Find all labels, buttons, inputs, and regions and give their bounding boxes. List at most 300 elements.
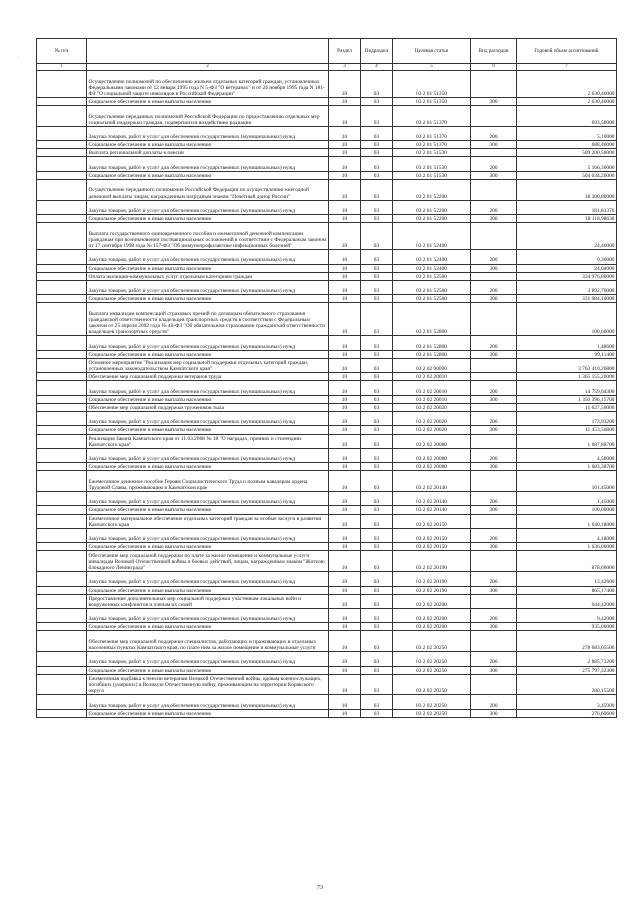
cell-name: Выплата региональной доплаты к пенсии [87,149,329,157]
cell-cs: 03 2 01 52500 [393,295,471,303]
cell-razdel: 10 [329,250,361,264]
cell-cs: 03 2 02 20250 [393,695,471,709]
cell-name: Закупка товаров, работ и услуг для обеспечения государственных (муниципальных) нужд [87,250,329,264]
cell-num [37,381,87,395]
cell-amount: 509 200,50000 [517,149,617,157]
colnum: 6 [471,64,517,71]
table-row [37,528,617,542]
cell-num [37,295,87,303]
cell-amount: 278 683,05500 [517,631,617,652]
cell-name: Социальное обеспечение и иные выплаты населению [87,463,329,471]
cell-cs: 03 2 02 20020 [393,426,471,434]
cell-num [37,492,87,506]
cell-amount: 280,15500 [517,674,617,695]
cell-name: Закупка товаров, работ и услуг для обеспечения государственных (муниципальных) нужд [87,695,329,709]
cell-razdel: 10 [329,350,361,358]
cell-cs: 03 2 02 20150 [393,543,471,551]
cell-podrazdel: 03 [361,631,393,652]
cell-num [37,98,87,106]
cell-num [37,106,87,127]
cell-name: Социальное обеспечение и иные выплаты населению [87,350,329,358]
cell-vr: 200 [471,336,517,350]
table-row [37,551,617,572]
cell-amount: 1 640,18000 [517,514,617,528]
cell-num [37,179,87,200]
cell-num [37,157,87,171]
cell-podrazdel: 03 [361,272,393,280]
cell-amount: 181,81370 [517,200,617,214]
cell-name: Закупка товаров, работ и услуг для обеспечения государственных (муниципальных) нужд [87,126,329,140]
cell-amount: 1 687,88700 [517,434,617,448]
table-row [37,98,617,106]
cell-vr: 300 [471,586,517,594]
table-row [37,106,617,127]
cell-razdel: 10 [329,373,361,381]
cell-amount: 5,10000 [517,126,617,140]
table-header-row [37,39,617,64]
cell-num [37,149,87,157]
cell-cs: 03 2 02 20020 [393,403,471,411]
cell-cs: 03 2 02 20150 [393,528,471,542]
cell-vr: 200 [471,608,517,622]
cell-num [37,586,87,594]
cell-podrazdel: 03 [361,543,393,551]
cell-razdel: 10 [329,695,361,709]
cell-num [37,215,87,223]
cell-razdel: 10 [329,594,361,608]
cell-cs: 03 2 01 51370 [393,126,471,140]
table-row [37,71,617,98]
colnum: 4 [361,64,393,71]
header-amount: Годовой объем ассигнований [517,39,617,64]
cell-amount: 865,17400 [517,586,617,594]
cell-vr [471,272,517,280]
cell-vr: 300 [471,141,517,149]
cell-razdel: 10 [329,303,361,336]
cell-num [37,171,87,179]
table-row [37,631,617,652]
cell-num [37,412,87,426]
cell-amount: 99,11400 [517,350,617,358]
cell-razdel: 10 [329,586,361,594]
cell-razdel: 10 [329,551,361,572]
cell-cs: 03 2 01 52800 [393,336,471,350]
cell-razdel: 10 [329,709,361,717]
cell-vr: 300 [471,543,517,551]
cell-amount: 3 763 410,26800 [517,358,617,372]
cell-razdel: 10 [329,631,361,652]
cell-num [37,674,87,695]
cell-amount: 504 034,20000 [517,171,617,179]
table-row [37,200,617,214]
cell-cs: 03 2 02 00000 [393,358,471,372]
cell-cs: 03 2 01 51530 [393,149,471,157]
cell-name: Предоставление дополнительных мер социальной поддержки участникам локальных войн и вооруженных конфликтов и членам их семей [87,594,329,608]
cell-cs: 03 2 01 52400 [393,264,471,272]
table-row [37,358,617,372]
cell-vr: 300 [471,709,517,717]
cell-cs: 03 2 01 51350 [393,98,471,106]
cell-razdel: 10 [329,272,361,280]
cell-vr: 300 [471,350,517,358]
cell-razdel: 10 [329,543,361,551]
cell-razdel: 10 [329,358,361,372]
table-row [37,223,617,250]
cell-razdel: 10 [329,674,361,695]
cell-vr [471,471,517,492]
cell-cs: 03 2 02 20250 [393,652,471,666]
cell-name: Обеспечение мер социальной поддержки тружеников тыла [87,403,329,411]
cell-amount: 4,18000 [517,528,617,542]
cell-num [37,358,87,372]
cell-name: Закупка товаров, работ и услуг для обеспечения государственных (муниципальных) нужд [87,652,329,666]
table-row [37,492,617,506]
cell-num [37,543,87,551]
table-row [37,272,617,280]
page-number: 73 [317,885,323,891]
cell-podrazdel: 03 [361,295,393,303]
cell-podrazdel: 03 [361,71,393,98]
cell-amount: 2 885,73200 [517,652,617,666]
table-row [37,695,617,709]
table-row [37,395,617,403]
cell-razdel: 10 [329,528,361,542]
cell-razdel: 10 [329,623,361,631]
cell-podrazdel: 03 [361,126,393,140]
cell-num [37,528,87,542]
cell-podrazdel: 03 [361,528,393,542]
cell-razdel: 10 [329,126,361,140]
cell-cs: 03 2 01 52800 [393,303,471,336]
cell-razdel: 10 [329,98,361,106]
cell-podrazdel: 03 [361,506,393,514]
cell-amount: 100,00000 [517,506,617,514]
cell-name: Социальное обеспечение и иные выплаты населению [87,141,329,149]
cell-podrazdel: 03 [361,448,393,462]
header-num: № п/п [37,39,87,64]
cell-cs: 03 2 02 20080 [393,463,471,471]
cell-num [37,463,87,471]
cell-podrazdel: 03 [361,514,393,528]
cell-podrazdel: 03 [361,395,393,403]
colnum: 2 [87,64,329,71]
cell-vr: 200 [471,528,517,542]
cell-vr: 200 [471,652,517,666]
cell-razdel: 10 [329,200,361,214]
cell-podrazdel: 03 [361,471,393,492]
colnum: 1 [37,64,87,71]
cell-razdel: 10 [329,223,361,250]
table-row [37,572,617,586]
cell-podrazdel: 03 [361,200,393,214]
cell-cs: 03 2 01 52200 [393,179,471,200]
cell-vr: 200 [471,250,517,264]
table-row [37,623,617,631]
cell-num [37,200,87,214]
cell-amount: 878,60000 [517,551,617,572]
cell-name: Выплата инвалидам компенсаций страховых премий по договорам обязательного страхования гражданской ответственности владельцев транспортных средств в соответствии с Федеральным законом от 25 апреля 2002 года № 40-ФЗ "Об обязательном страховании гражданской ответственности владельцев транспортных средств" [87,303,329,336]
cell-name: Закупка товаров, работ и услуг для обеспечения государственных (муниципальных) нужд [87,572,329,586]
cell-podrazdel: 03 [361,551,393,572]
cell-razdel: 10 [329,666,361,674]
table-row [37,157,617,171]
cell-podrazdel: 03 [361,463,393,471]
cell-cs: 03 2 01 52800 [393,350,471,358]
cell-vr [471,358,517,372]
cell-podrazdel: 03 [361,623,393,631]
cell-name: Закупка товаров, работ и услуг для обеспечения государственных (муниципальных) нужд [87,492,329,506]
table-row [37,709,617,717]
cell-num [37,434,87,448]
cell-amount: 24,04000 [517,264,617,272]
cell-vr: 300 [471,463,517,471]
cell-razdel: 10 [329,280,361,294]
cell-podrazdel: 03 [361,666,393,674]
cell-amount: 334 976,80000 [517,272,617,280]
cell-cs: 03 2 02 20200 [393,623,471,631]
cell-num [37,272,87,280]
table-row [37,350,617,358]
cell-name: Основное мероприятие "Реализация мер социальной поддержки отдельных категорий граждан, установленных законодательством Камчатского края" [87,358,329,372]
cell-razdel: 10 [329,149,361,157]
table-row [37,126,617,140]
cell-num [37,506,87,514]
cell-cs: 03 2 02 20250 [393,666,471,674]
cell-num [37,631,87,652]
cell-amount: 1 350 396,15700 [517,395,617,403]
cell-num [37,280,87,294]
cell-podrazdel: 03 [361,264,393,272]
table-row [37,506,617,514]
cell-amount: 935,00000 [517,623,617,631]
cell-podrazdel: 03 [361,141,393,149]
cell-podrazdel: 03 [361,98,393,106]
cell-vr: 200 [471,412,517,426]
cell-name: Социальное обеспечение и иные выплаты населению [87,709,329,717]
cell-razdel: 10 [329,106,361,127]
cell-num [37,426,87,434]
table-row [37,471,617,492]
cell-vr: 200 [471,492,517,506]
cell-amount: 18 118,98630 [517,215,617,223]
cell-amount: 4,50000 [517,448,617,462]
table-row [37,250,617,264]
cell-name: Закупка товаров, работ и услуг для обеспечения государственных (муниципальных) нужд [87,412,329,426]
cell-vr [471,71,517,98]
cell-vr: 200 [471,157,517,171]
header-razdel: Раздел [329,39,361,64]
cell-podrazdel: 03 [361,492,393,506]
cell-name: Обеспечение мер социальной поддержки по плате за жилое помещение и коммунальные услуги инвалидам Великой Отечественной войны и боевых действий, лицам, награжденным знаком "Жителю блокадного Ленинграда" [87,551,329,572]
column-number-row [37,64,617,71]
cell-num [37,126,87,140]
table-row [37,295,617,303]
cell-amount: 100,60000 [517,303,617,336]
table-row [37,514,617,528]
cell-razdel: 10 [329,381,361,395]
table-row [37,594,617,608]
table-row [37,149,617,157]
cell-podrazdel: 03 [361,674,393,695]
cell-name: Закупка товаров, работ и услуг для обеспечения государственных (муниципальных) нужд [87,448,329,462]
scan-mark: · [18,55,20,61]
cell-razdel: 10 [329,141,361,149]
cell-num [37,623,87,631]
cell-name: Ежемесячное денежное пособие Героям Социалистического Труда и полным кавалерам ордена Трудовой Славы, проживающим в Камчатском крае [87,471,329,492]
cell-cs: 03 2 01 51530 [393,171,471,179]
cell-amount: 9,42000 [517,608,617,622]
cell-vr [471,594,517,608]
cell-podrazdel: 03 [361,572,393,586]
table-row [37,412,617,426]
cell-num [37,395,87,403]
cell-cs: 03 2 02 20190 [393,586,471,594]
table-row [37,543,617,551]
cell-num [37,608,87,622]
cell-name: Обеспечение мер социальной поддержки ветеранов труда [87,373,329,381]
cell-razdel: 10 [329,492,361,506]
cell-name: Социальное обеспечение и иные выплаты населению [87,543,329,551]
cell-podrazdel: 03 [361,106,393,127]
cell-vr: 300 [471,666,517,674]
cell-amount: 1 683,38700 [517,463,617,471]
cell-cs: 03 2 01 52500 [393,272,471,280]
cell-vr: 300 [471,623,517,631]
cell-vr [471,434,517,448]
cell-name: Ежемесячное материальное обеспечение отдельных категорий граждан за особые заслуги в развитии Камчатского края [87,514,329,528]
cell-razdel: 10 [329,336,361,350]
cell-name: Обеспечение мер социальной поддержки специалистов, работающих и проживающих в отдельных населенных пунктах Камчатского края, по плате ним за жилое помещение и коммунальные услуги [87,631,329,652]
cell-num [37,709,87,717]
cell-name: Закупка товаров, работ и услуг для обеспечения государственных (муниципальных) нужд [87,528,329,542]
cell-cs: 03 2 01 51370 [393,141,471,149]
cell-name: Осуществление полномочий по обеспечению жильем отдельных категорий граждан, установленных Федеральными законами от 12 января 1995 года N 5-ФЗ "О ветеранах" и от 24 ноября 1995 года N 181-ФЗ "О социальной защите инвалидов в Российской Федерации" [87,71,329,98]
cell-name: Закупка товаров, работ и услуг для обеспечения государственных (муниципальных) нужд [87,200,329,214]
cell-vr [471,631,517,652]
cell-podrazdel: 03 [361,215,393,223]
cell-vr [471,373,517,381]
cell-num [37,141,87,149]
cell-amount: 275 797,32300 [517,666,617,674]
colnum: 3 [329,64,361,71]
cell-podrazdel: 03 [361,157,393,171]
cell-vr: 300 [471,295,517,303]
cell-num [37,471,87,492]
cell-razdel: 10 [329,171,361,179]
table-row [37,264,617,272]
cell-vr [471,179,517,200]
cell-cs: 03 2 02 20140 [393,471,471,492]
cell-amount: 693,50000 [517,106,617,127]
cell-name: Закупка товаров, работ и услуг для обеспечения государственных (муниципальных) нужд [87,608,329,622]
cell-name: Закупка товаров, работ и услуг для обеспечения государственных (муниципальных) нужд [87,336,329,350]
cell-podrazdel: 03 [361,594,393,608]
cell-num [37,336,87,350]
cell-amount: 688,40000 [517,141,617,149]
cell-razdel: 10 [329,463,361,471]
cell-vr: 200 [471,200,517,214]
header-vr: Вид расходов [471,39,517,64]
cell-podrazdel: 03 [361,303,393,336]
cell-num [37,551,87,572]
cell-razdel: 10 [329,608,361,622]
cell-podrazdel: 03 [361,652,393,666]
cell-amount: 2 630,40000 [517,98,617,106]
cell-cs: 03 2 02 20200 [393,608,471,622]
cell-podrazdel: 03 [361,179,393,200]
table-row [37,463,617,471]
cell-podrazdel: 03 [361,336,393,350]
cell-vr: 300 [471,506,517,514]
cell-vr [471,674,517,695]
table-row [37,381,617,395]
cell-amount: 2 630,40000 [517,71,617,98]
cell-name: Закупка товаров, работ и услуг для обеспечения государственных (муниципальных) нужд [87,157,329,171]
cell-name: Социальное обеспечение и иные выплаты населению [87,295,329,303]
cell-vr [471,223,517,250]
cell-podrazdel: 03 [361,434,393,448]
cell-amount: 24,40000 [517,223,617,250]
cell-vr: 300 [471,98,517,106]
table-row [37,586,617,594]
cell-num [37,514,87,528]
cell-name: Закупка товаров, работ и услуг для обеспечения государственных (муниципальных) нужд [87,381,329,395]
cell-amount: 5 166,30000 [517,157,617,171]
cell-cs: 03 2 02 20140 [393,492,471,506]
cell-num [37,403,87,411]
cell-name: Реализация Закона Камчатского края от 11.03.2008 № 18 "О наградах, премиях и стипендиях Камчатского края" [87,434,329,448]
cell-razdel: 10 [329,572,361,586]
cell-name: Социальное обеспечение и иные выплаты населению [87,171,329,179]
cell-vr: 200 [471,280,517,294]
table-row [37,666,617,674]
header-podrazdel: Подраздел [361,39,393,64]
cell-razdel: 10 [329,71,361,98]
cell-name: Оплата жилищно-коммунальных услуг отдельным категориям граждан [87,272,329,280]
cell-razdel: 10 [329,215,361,223]
cell-name: Социальное обеспечение и иные выплаты населению [87,426,329,434]
cell-cs: 03 2 02 20200 [393,594,471,608]
cell-vr: 300 [471,215,517,223]
cell-cs: 03 2 02 20080 [393,434,471,448]
cell-podrazdel: 03 [361,608,393,622]
cell-amount: 173,93200 [517,412,617,426]
cell-num [37,572,87,586]
cell-cs: 03 2 01 52200 [393,215,471,223]
cell-num [37,264,87,272]
cell-podrazdel: 03 [361,250,393,264]
cell-cs: 03 2 01 52200 [393,200,471,214]
table-row [37,303,617,336]
cell-amount: 0,36000 [517,250,617,264]
cell-cs: 03 2 02 20250 [393,631,471,652]
cell-name: Социальное обеспечение и иные выплаты населению [87,98,329,106]
cell-num [37,652,87,666]
table-row [37,179,617,200]
cell-vr: 300 [471,426,517,434]
table-row [37,280,617,294]
budget-table [36,38,617,718]
cell-cs: 03 2 01 52500 [393,280,471,294]
cell-amount: 331 084,10000 [517,295,617,303]
cell-cs: 03 2 02 20010 [393,395,471,403]
cell-amount: 1 636,00000 [517,543,617,551]
cell-razdel: 10 [329,412,361,426]
table-row [37,336,617,350]
cell-amount: 13,42600 [517,572,617,586]
cell-name: Осуществление переданного полномочия Российской Федерации по осуществлению ежегодной денежной выплаты лицам, награжденным нагрудным знаком "Почетный донор России" [87,179,329,200]
cell-amount: 11 453,56800 [517,426,617,434]
